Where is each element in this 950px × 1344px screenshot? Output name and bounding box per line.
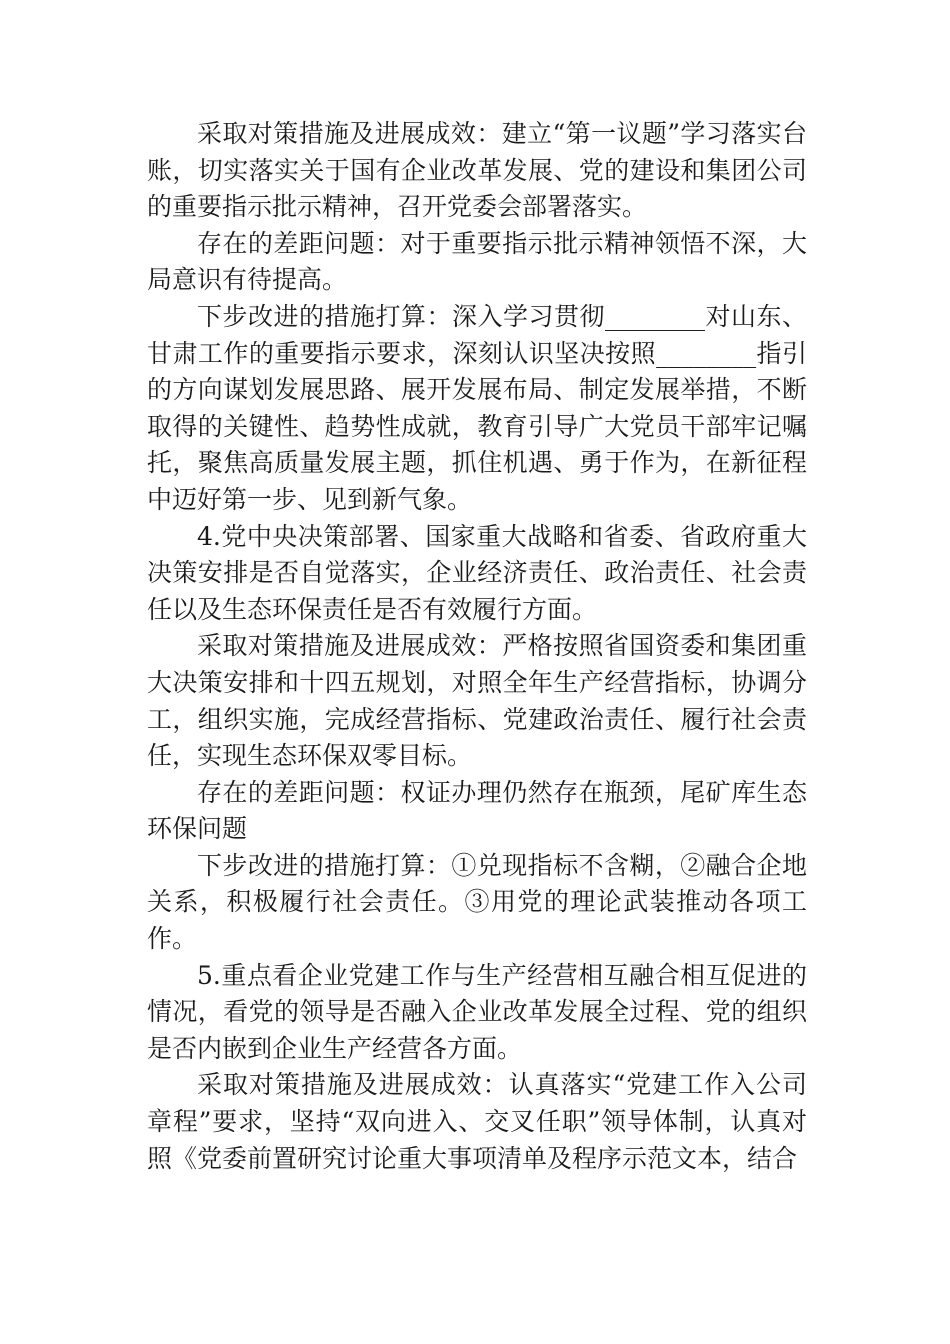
paragraph-section-4-heading: 4.党中央决策部署、国家重大战略和省委、省政府重大决策安排是否自觉落实，企业经济责任、政治责任、社会责任以及生态环保责任是否有效履行方面。 [147, 521, 807, 624]
paragraph-section-5-heading: 5.重点看企业党建工作与生产经营相互融合相互促进的情况，看党的领导是否融入企业改革发展全过程、党的组织是否内嵌到企业生产经营各方面。 [147, 960, 807, 1063]
paragraph-next-steps-1: 下步改进的措施打算：深入学习贯彻________对山东、甘肃工作的重要指示要求，深刻认识坚决按照________指引的方向谋划发展思路、展开发展布局、制定发展举措，不断取得的关键性、趋势性成就，教育引导广大党员干部牢记嘱托，聚焦高质量发展主题，抓住机遇、勇于作为，在新征程中迈好第一步、见到新气象。 [147, 301, 807, 514]
paragraph-measures-progress-2: 采取对策措施及进展成效：严格按照省国资委和集团重大决策安排和十四五规划，对照全年生产经营指标，协调分工，组织实施，完成经营指标、党建政治责任、履行社会责任，实现生态环保双零目标。 [147, 631, 807, 771]
paragraph-next-steps-2: 下步改进的措施打算：①兑现指标不含糊，②融合企地关系，积极履行社会责任。③用党的理论武装推动各项工作。 [147, 850, 807, 954]
paragraph-gap-problems-2: 存在的差距问题：权证办理仍然存在瓶颈，尾矿库生态环保问题 [147, 777, 807, 844]
document-body [147, 116, 807, 1177]
paragraph-gap-problems-1: 存在的差距问题：对于重要指示批示精神领悟不深，大局意识有待提高。 [147, 228, 807, 295]
paragraph-measures-progress-1: 采取对策措施及进展成效：建立“第一议题”学习落实台账，切实落实关于国有企业改革发展、党的建设和集团公司的重要指示批示精神，召开党委会部署落实。 [147, 119, 807, 222]
paragraph-measures-progress-3: 采取对策措施及进展成效：认真落实“党建工作入公司章程”要求，坚持“双向进入、交叉任职”领导体制，认真对照《党委前置研究讨论重大事项清单及程序示范文本，结合 [147, 1070, 807, 1173]
